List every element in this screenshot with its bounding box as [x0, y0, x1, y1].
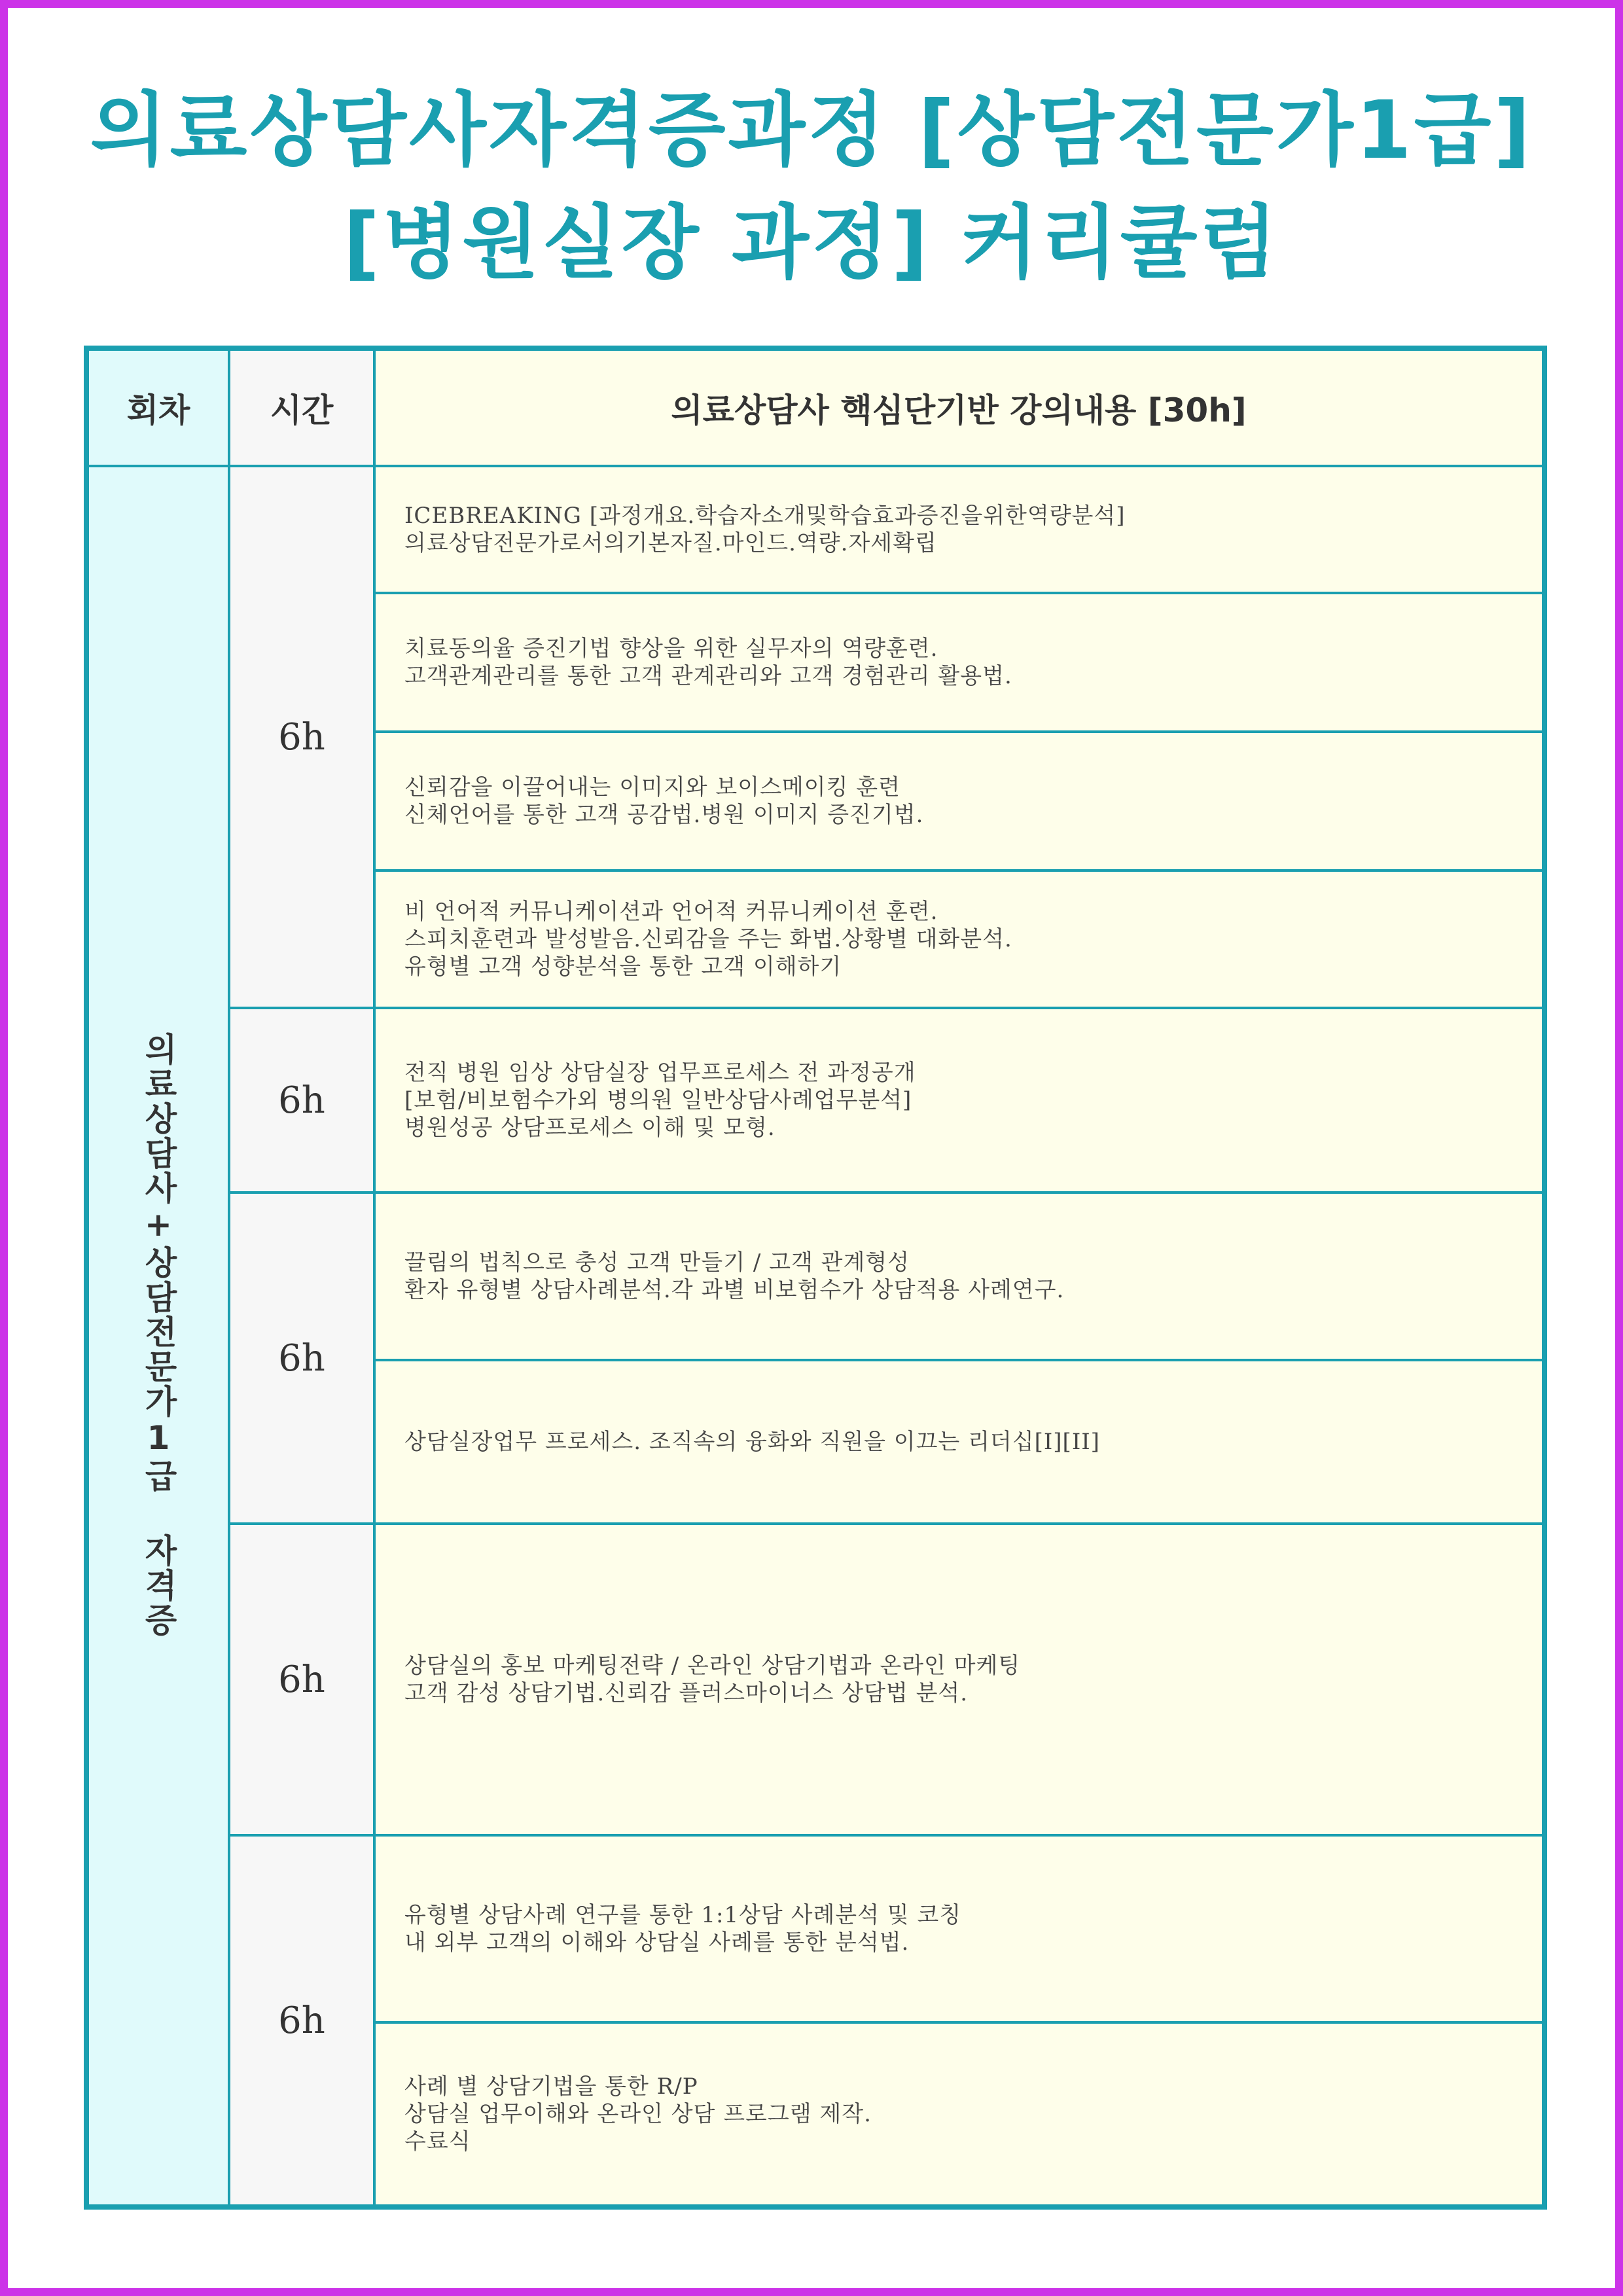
table-row: [86, 466, 1544, 593]
content-line: 치료동의율 증진기법 향상을 위한 실무자의 역량훈련.: [404, 636, 938, 662]
content-line: 수료식: [404, 2128, 471, 2155]
content-line: ICEBREAKING [과정개요.학습자소개및학습효과증진을위한역량분석]: [404, 503, 1126, 529]
table-row: [86, 1008, 1544, 1193]
content-line: 끌림의 법칙으로 충성 고객 만들기 / 고객 관계형성: [404, 1249, 910, 1276]
content-line: 병원성공 상담프로세스 이해 및 모형.: [404, 1115, 776, 1141]
content-cell: [374, 2022, 1544, 2207]
time-cell-1: 6h: [229, 466, 374, 1008]
content-line: 상담실장업무 프로세스. 조직속의 융화와 직원을 이끄는 리더십[I][II]: [404, 1429, 1100, 1455]
content-cell: [374, 1193, 1544, 1360]
content-line: 상담실의 홍보 마케팅전략 / 온라인 상담기법과 온라인 마케팅: [404, 1653, 1021, 1679]
content-cell: [374, 1008, 1544, 1193]
content-cell: [374, 870, 1544, 1008]
content-cell: [374, 593, 1544, 732]
content-line: 내 외부 고객의 이해와 상담실 사례를 통한 분석법.: [404, 1929, 910, 1956]
content-line: 스피치훈련과 발성발음.신뢰감을 주는 화법.상황별 대화분석.: [404, 926, 1012, 952]
time-cell-5: 6h: [229, 1835, 374, 2207]
header-content: 의료상담사 핵심단기반 강의내용 [30h]: [374, 348, 1544, 466]
table-row: [86, 1193, 1544, 1360]
content-line: 신뢰감을 이끌어내는 이미지와 보이스메이킹 훈련: [404, 774, 901, 800]
table-row: [86, 1524, 1544, 1835]
content-cell: [374, 1835, 1544, 2022]
header-time: 시간: [229, 348, 374, 466]
content-cell: [374, 466, 1544, 593]
time-cell-4: 6h: [229, 1524, 374, 1835]
content-cell: [374, 732, 1544, 870]
content-line: 비 언어적 커뮤니케이션과 언어적 커뮤니케이션 훈련.: [404, 899, 938, 925]
page-title-line2: [병원실장 과정] 커리큘럼: [343, 196, 1280, 289]
content-line: 고객관계관리를 통한 고객 관계관리와 고객 경험관리 활용법.: [404, 663, 1012, 689]
content-line: 고객 감성 상담기법.신뢰감 플러스마이너스 상담법 분석.: [404, 1680, 969, 1706]
content-cell: [374, 1524, 1544, 1835]
header-session: 회차: [86, 348, 229, 466]
session-label: 의료상담사+상담전문가1급 자격증: [139, 1031, 177, 1638]
content-line: 의료상담전문가로서의기본자질.마인드.역량.자세확립: [404, 530, 937, 556]
content-line: 신체언어를 통한 고객 공감법.병원 이미지 증진기법.: [404, 802, 924, 828]
content-line: 상담실 업무이해와 온라인 상담 프로그램 제작.: [404, 2101, 872, 2127]
time-cell-3: 6h: [229, 1193, 374, 1524]
content-line: 전직 병원 임상 상담실장 업무프로세스 전 과정공개: [404, 1060, 916, 1086]
curriculum-table: [84, 346, 1547, 2210]
content-line: 환자 유형별 상담사례분석.각 과별 비보험수가 상담적용 사례연구.: [404, 1277, 1065, 1303]
session-cell: [86, 466, 229, 2207]
page-title-line1: 의료상담사자격증과정 [상담전문가1급]: [90, 84, 1533, 177]
content-cell: [374, 1360, 1544, 1524]
content-line: 사례 별 상담기법을 통한 R/P: [404, 2073, 698, 2100]
time-cell-2: 6h: [229, 1008, 374, 1193]
table-row: [86, 1835, 1544, 2022]
content-line: 유형별 상담사례 연구를 통한 1:1상담 사례분석 및 코칭: [404, 1902, 962, 1928]
content-line: [보험/비보험수가외 병의원 일반상담사례업무분석]: [404, 1087, 912, 1113]
content-line: 유형별 고객 성향분석을 통한 고객 이해하기: [404, 954, 842, 980]
table-header-row: [86, 348, 1544, 466]
